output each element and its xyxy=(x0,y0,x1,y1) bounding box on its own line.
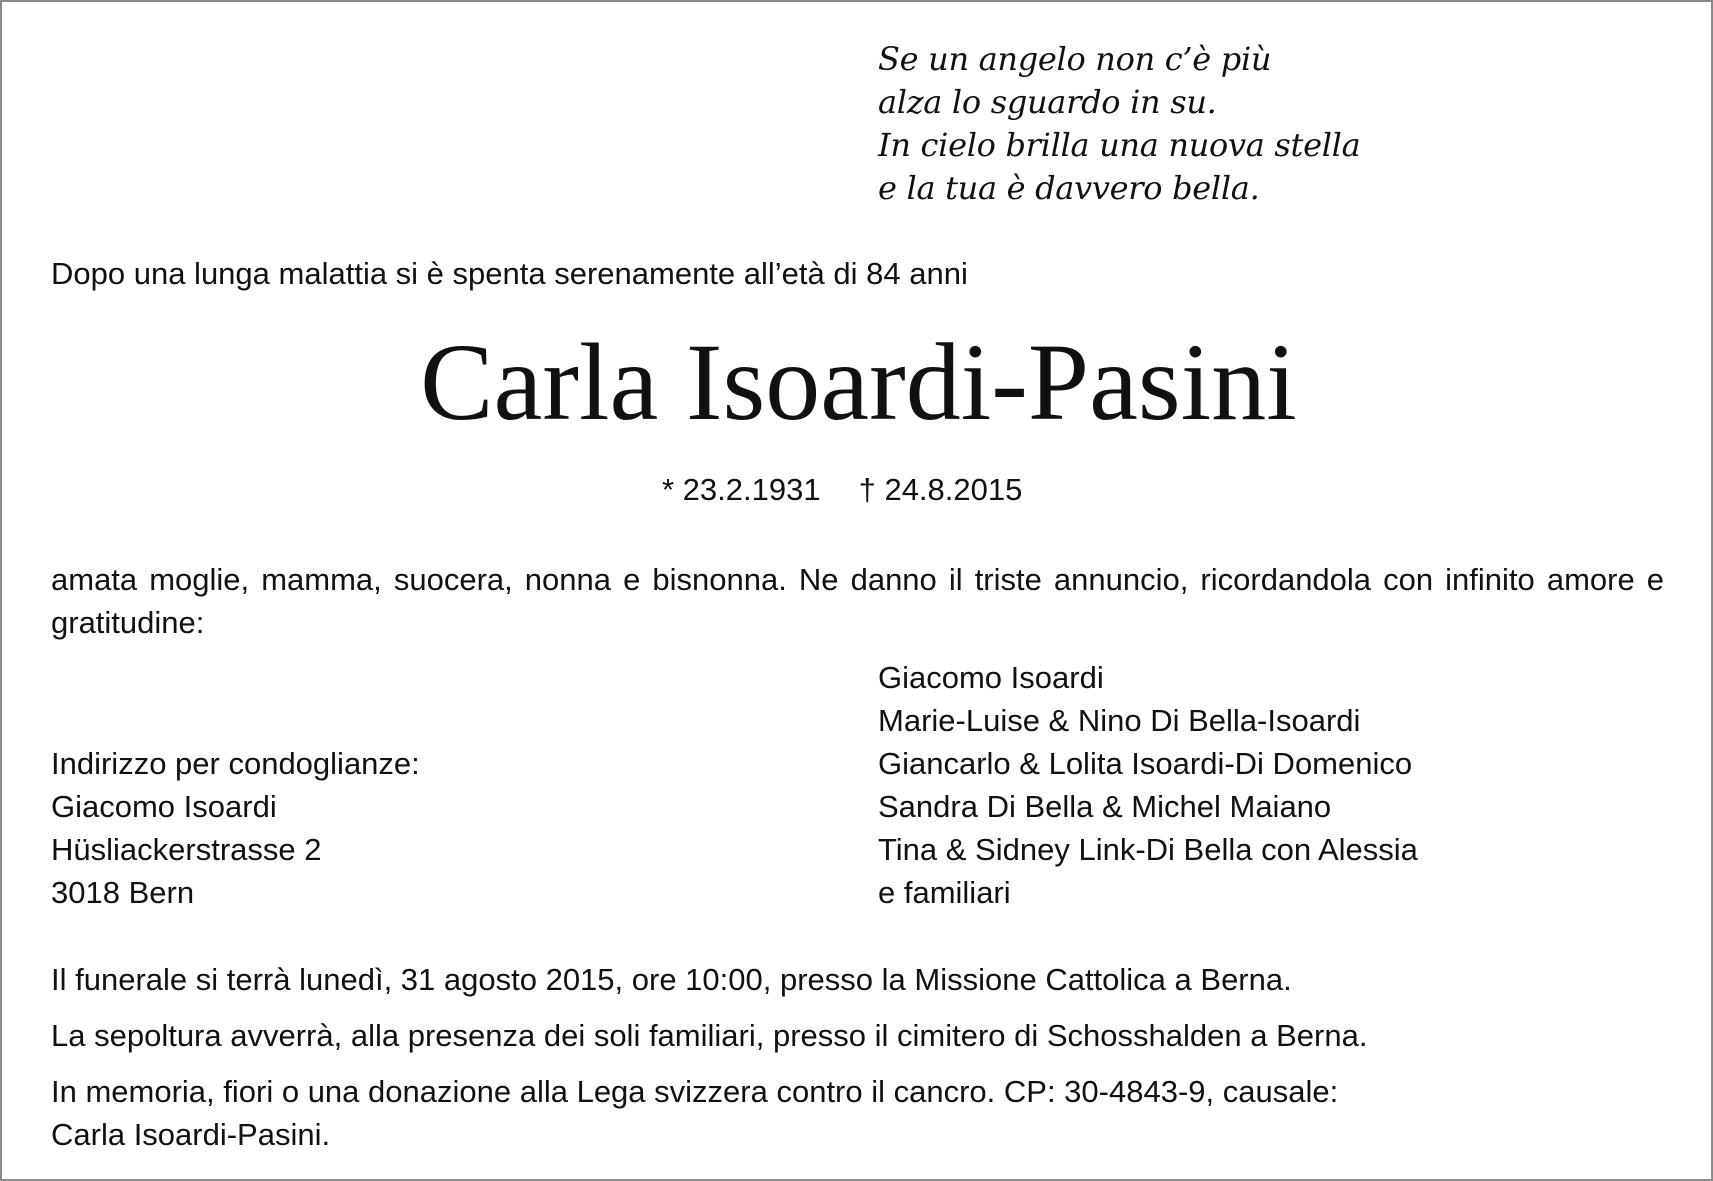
condolence-address xyxy=(51,742,420,914)
family-member: Giacomo Isoardi xyxy=(878,660,1104,695)
burial-info: La sepoltura avverrà, alla presenza dei soli familiari, presso il cimitero di Schosshalden a Berna. xyxy=(51,1018,1368,1053)
poem xyxy=(878,38,1360,210)
death-date: † 24.8.2015 xyxy=(858,472,1023,507)
family-member: Marie-Luise & Nino Di Bella-Isoardi xyxy=(878,703,1361,738)
family-member: e familiari xyxy=(878,875,1011,910)
family-member: Giancarlo & Lolita Isoardi-Di Domenico xyxy=(878,746,1413,781)
poem-line: e la tua è davvero bella. xyxy=(878,169,1260,207)
intro-text: Dopo una lunga malattia si è spenta serenamente all’età di 84 anni xyxy=(51,256,968,291)
memorial-line: In memoria, fiori o una donazione alla Lega svizzera contro il cancro. CP: 30-4843-9, causale: xyxy=(51,1074,1339,1109)
memorial-info xyxy=(51,1070,1651,1156)
family-member: Tina & Sidney Link-Di Bella con Alessia xyxy=(878,832,1418,867)
poem-line: Se un angelo non c’è più xyxy=(878,40,1272,78)
memorial-line: Carla Isoardi-Pasini. xyxy=(51,1117,331,1152)
poem-line: alza lo sguardo in su. xyxy=(878,83,1217,121)
deceased-name: Carla Isoardi-Pasini xyxy=(420,321,1297,443)
poem-line: In cielo brilla una nuova stella xyxy=(878,126,1361,164)
address-city: 3018 Bern xyxy=(51,875,195,910)
family-member: Sandra Di Bella & Michel Maiano xyxy=(878,789,1332,824)
address-name: Giacomo Isoardi xyxy=(51,789,277,824)
life-dates xyxy=(662,470,1022,510)
funeral-info: Il funerale si terrà lunedì, 31 agosto 2015, ore 10:00, presso la Missione Cattolica a Berna. xyxy=(51,962,1292,997)
address-label: Indirizzo per condoglianze: xyxy=(51,746,420,781)
announcement-text: amata moglie, mamma, suocera, nonna e bisnonna. Ne danno il triste annuncio, ricordandola con infinito amore e gratitudine: xyxy=(51,562,1664,640)
address-street: Hüsliackerstrasse 2 xyxy=(51,832,322,867)
birth-date: * 23.2.1931 xyxy=(662,472,821,507)
family-list xyxy=(878,656,1418,914)
funeral-details xyxy=(51,958,1651,1169)
